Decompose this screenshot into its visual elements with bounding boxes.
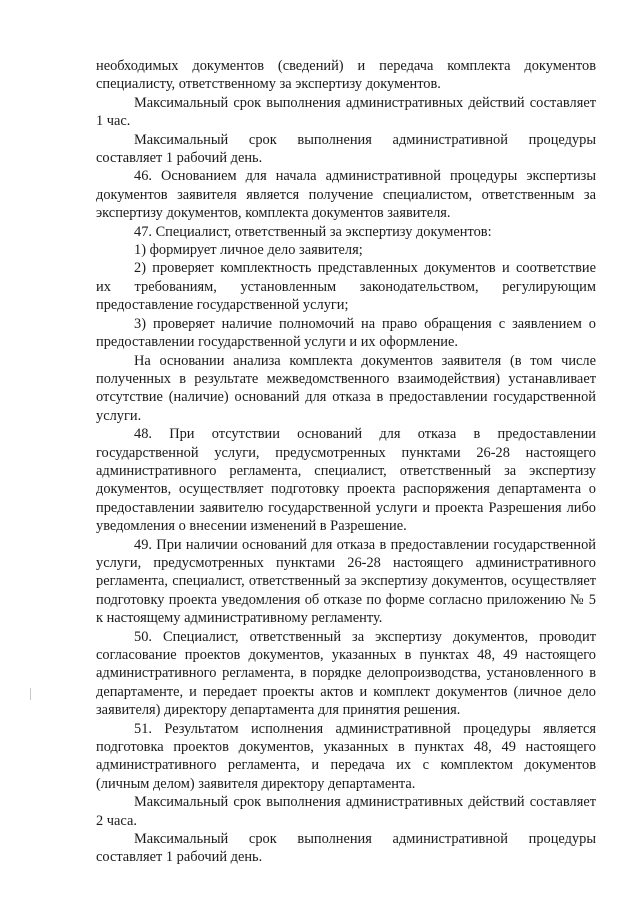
- paragraph-46: 46. Основанием для начала административной процедуры экспертизы документов заявителя является получение специалистом, ответственным за экспертизу документов, комплекта документов заявителя.: [96, 168, 596, 222]
- paragraph-max-time-actions-2: Максимальный срок выполнения административных действий составляет 2 часа.: [96, 794, 596, 829]
- paragraph-50: 50. Специалист, ответственный за экспертизу документов, проводит согласование проектов документов, указанных в пунктах 48, 49 настоящего административного регламента, в порядке делопроизводства, установленного в департаменте, и передает проекты актов и комплект документов (личное дело заявителя) директору департамента для принятия решения.: [96, 628, 596, 719]
- paragraph-47-item-2: 2) проверяет комплектность представленных документов и соответствие их требованиям, установленным законодательством, регулирующим предоставление государственной услуги;: [96, 260, 596, 314]
- paragraph-49: 49. При наличии оснований для отказа в предоставлении государственной услуги, предусмотренных пунктами 26-28 настоящего административного регламента, специалист, ответственный за экспертизу документов, осуществляет подготовку проекта уведомления об отказе по форме согласно приложению № 5 к настоящему административному регламенту.: [96, 536, 596, 627]
- paragraph-47-item-3: 3) проверяет наличие полномочий на право обращения с заявлением о предоставлении государственной услуги и их оформление.: [96, 315, 596, 351]
- paragraph-analysis: На основании анализа комплекта документов заявителя (в том числе полученных в результате межведомственного взаимодействия) устанавливает отсутствие (наличие) оснований для отказа в предоставлении государственной услуги.: [96, 352, 596, 424]
- paragraph-max-time-actions: Максимальный срок выполнения административных действий составляет 1 час.: [96, 94, 596, 130]
- paragraph-48: 48. При отсутствии оснований для отказа в предоставлении государственной услуги, предусмотренных пунктами 26-28 настоящего административного регламента, специалист, ответственный за экспертизу документов, осуществляет подготовку проекта распоряжения департамента о предоставлении заявителю государственной услуги и проекта Разрешения либо уведомления о внесении изменений в Разрешение.: [96, 426, 596, 535]
- paragraph-max-time-procedure: Максимальный срок выполнения административной процедуры составляет 1 рабочий день.: [96, 131, 596, 167]
- paragraph-max-time-procedure-2: Максимальный срок выполнения административной процедуры составляет 1 рабочий день.: [96, 831, 596, 866]
- regulation-text: [96, 57, 596, 867]
- paragraph-51: 51. Результатом исполнения административной процедуры является подготовка проектов документов, указанных в пунктах 48, 49 настоящего административного регламента, и передача их с комплектом документов (личным делом) заявителя директору департамента.: [96, 720, 596, 792]
- paragraph-47: 47. Специалист, ответственный за экспертизу документов:: [134, 223, 492, 240]
- paragraph-continuation: необходимых документов (сведений) и передача комплекта документов специалисту, ответственному за экспертизу документов.: [96, 58, 596, 93]
- scan-margin-mark: [30, 688, 31, 700]
- paragraph-47-item-1: 1) формирует личное дело заявителя;: [134, 242, 363, 259]
